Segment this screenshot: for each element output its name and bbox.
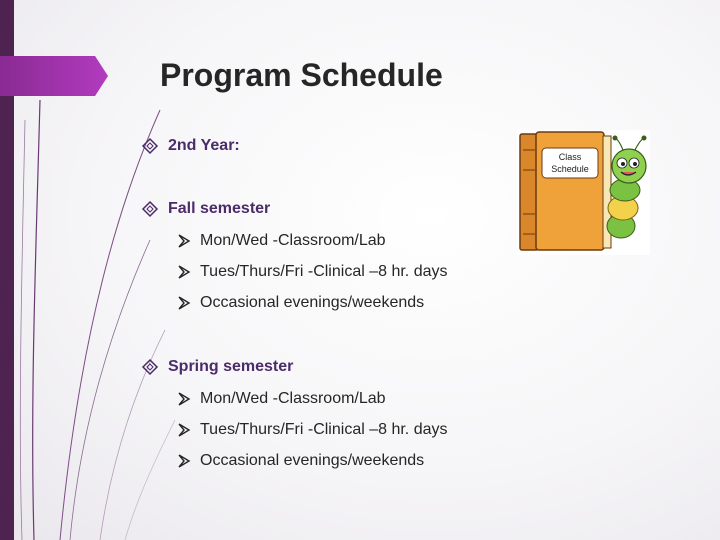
- list-item-label: Mon/Wed -Classroom/Lab: [200, 390, 386, 407]
- list-item: [176, 232, 386, 250]
- arrow-bullet-icon: [176, 422, 192, 438]
- clipart-label-line2: Schedule: [551, 164, 589, 174]
- arrow-bullet-icon: [176, 295, 192, 311]
- page-title: Program Schedule: [160, 57, 443, 93]
- bullet-spring-semester: [140, 357, 293, 377]
- list-item: [176, 294, 424, 312]
- diamond-bullet-icon: [140, 136, 160, 156]
- diamond-bullet-icon: [140, 357, 160, 377]
- bullet-label: Spring semester: [168, 358, 294, 375]
- diamond-bullet-icon: [140, 199, 160, 219]
- arrow-bullet-icon: [176, 233, 192, 249]
- arrow-bullet-icon: [176, 453, 192, 469]
- list-item-label: Occasional evenings/weekends: [200, 452, 425, 469]
- list-item: [176, 390, 386, 408]
- list-item: [176, 421, 447, 439]
- class-schedule-book-icon: [517, 130, 650, 255]
- title-accent-tab: [0, 56, 108, 96]
- list-item-label: Tues/Thurs/Fri -Clinical –8 hr. days: [200, 421, 448, 438]
- list-item: [176, 263, 447, 281]
- list-item-label: Occasional evenings/weekends: [200, 294, 425, 311]
- arrow-bullet-icon: [176, 264, 192, 280]
- list-item-label: Mon/Wed -Classroom/Lab: [200, 232, 386, 249]
- arrow-bullet-icon: [176, 391, 192, 407]
- clipart-label-line1: Class: [558, 152, 582, 162]
- list-item: [176, 452, 424, 470]
- bullet-fall-semester: [140, 199, 270, 219]
- bullet-2nd-year: [140, 136, 240, 156]
- bullet-label: Fall semester: [168, 200, 271, 217]
- list-item-label: Tues/Thurs/Fri -Clinical –8 hr. days: [200, 263, 448, 280]
- bullet-label: 2nd Year:: [168, 137, 240, 154]
